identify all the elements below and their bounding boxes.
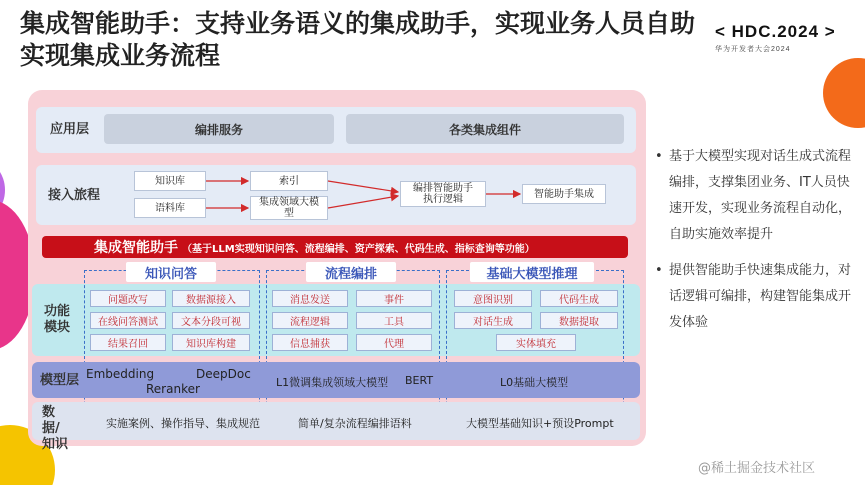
node-assistant-integration: 智能助手集成 bbox=[522, 184, 606, 204]
data-flow-corpus: 简单/复杂流程编排语料 bbox=[298, 417, 412, 430]
func-tool: 工具 bbox=[356, 312, 432, 329]
decor-orange-circle bbox=[823, 58, 865, 128]
bullet-item: • 基于大模型实现对话生成式流程编排，支撑集团业务、IT人员快速开发，实现业务流程自动化，自助实施效率提升 bbox=[655, 144, 855, 248]
node-knowledge-base: 知识库 bbox=[134, 171, 206, 191]
func-code-generation: 代码生成 bbox=[540, 290, 618, 307]
access-layer-label: 接入旅程 bbox=[48, 188, 101, 203]
func-kb-build: 知识库构建 bbox=[172, 334, 250, 351]
func-online-qa-test: 在线问答测试 bbox=[90, 312, 166, 329]
group-title-qa: 知识问答 bbox=[126, 262, 216, 282]
assistant-banner bbox=[42, 236, 628, 258]
model-embedding: Embedding bbox=[86, 367, 155, 381]
banner-title: 集成智能助手 bbox=[94, 240, 178, 256]
banner-subtitle: （基于LLM实现知识问答、流程编排、资产探索、代码生成、指标查询等功能） bbox=[182, 243, 535, 255]
func-intent-recognition: 意图识别 bbox=[454, 290, 532, 307]
func-info-capture: 信息捕获 bbox=[272, 334, 348, 351]
func-result-recall: 结果召回 bbox=[90, 334, 166, 351]
model-l1-domain: L1微调集成领域大模型 bbox=[276, 376, 389, 389]
model-layer-label: 模型层 bbox=[40, 373, 80, 388]
group-title-model-inference: 基础大模型推理 bbox=[470, 262, 594, 282]
data-cases-guides: 实施案例、操作指导、集成规范 bbox=[106, 417, 260, 430]
func-flow-logic: 流程逻辑 bbox=[272, 312, 348, 329]
integration-components-block: 各类集成组件 bbox=[346, 114, 624, 144]
model-reranker: Reranker bbox=[146, 382, 200, 396]
node-orchestration-logic: 编排智能助手执行逻辑 bbox=[400, 181, 486, 207]
node-corpus: 语料库 bbox=[134, 198, 206, 218]
bullet-list bbox=[655, 144, 855, 336]
func-data-extraction: 数据提取 bbox=[540, 312, 618, 329]
model-bert: BERT bbox=[405, 374, 434, 387]
function-layer-label: 功能模块 bbox=[44, 304, 71, 335]
group-title-flow: 流程编排 bbox=[306, 262, 396, 282]
func-agent: 代理 bbox=[356, 334, 432, 351]
orchestration-service-block: 编排服务 bbox=[104, 114, 334, 144]
app-layer-label: 应用层 bbox=[50, 122, 90, 137]
logo-subtitle: 华为开发者大会2024 bbox=[715, 46, 791, 53]
node-domain-model: 集成领域大模型 bbox=[250, 196, 328, 220]
model-deepdoc: DeepDoc bbox=[196, 367, 251, 381]
logo-text: < HDC.2024 > bbox=[715, 22, 836, 41]
func-message-send: 消息发送 bbox=[272, 290, 348, 307]
func-datasource-access: 数据源接入 bbox=[172, 290, 250, 307]
data-base-knowledge-prompt: 大模型基础知识+预设Prompt bbox=[466, 417, 614, 430]
model-l0-base: L0基础大模型 bbox=[500, 376, 569, 389]
func-text-segment-visual: 文本分段可视 bbox=[172, 312, 250, 329]
func-dialog-generation: 对话生成 bbox=[454, 312, 532, 329]
func-entity-filling: 实体填充 bbox=[496, 334, 576, 351]
node-index: 索引 bbox=[250, 171, 328, 191]
slide-title: 集成智能助手：支持业务语义的集成助手，实现业务人员自助实现集成业务流程 bbox=[20, 9, 696, 70]
data-layer-label: 数据/知识 bbox=[42, 405, 69, 452]
hdc-logo bbox=[715, 22, 836, 54]
watermark: @稀土掘金技术社区 bbox=[698, 461, 816, 476]
bullet-item: • 提供智能助手快速集成能力，对话逻辑可编排，构建智能集成开发体验 bbox=[655, 258, 855, 336]
func-question-rewrite: 问题改写 bbox=[90, 290, 166, 307]
func-event: 事件 bbox=[356, 290, 432, 307]
